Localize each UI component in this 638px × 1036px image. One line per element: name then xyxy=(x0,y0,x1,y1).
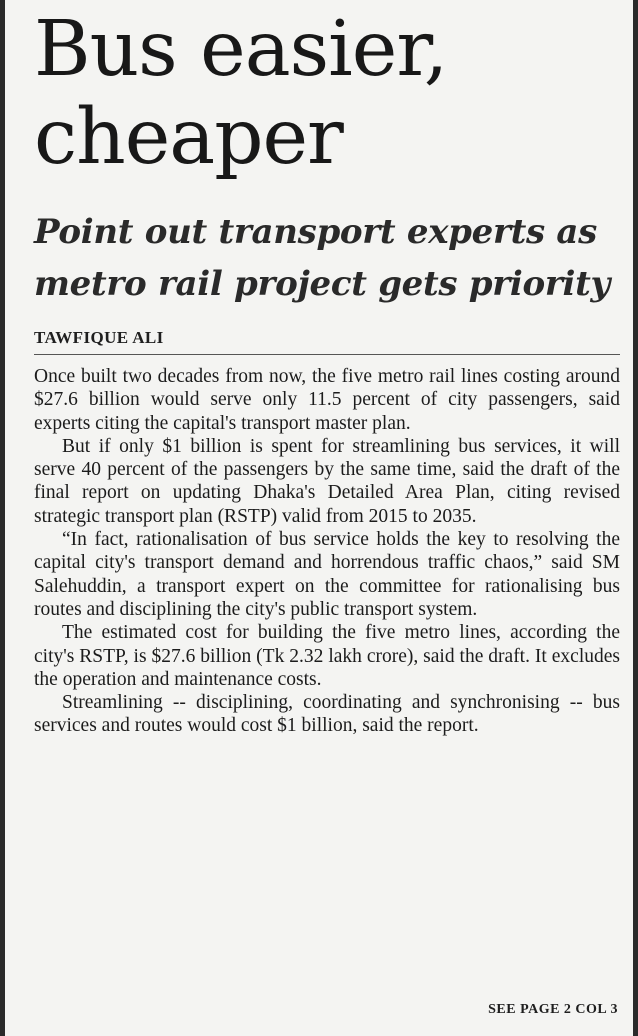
subheadline-line-2: metro rail project gets priority xyxy=(34,264,610,304)
subheadline-line-1: Point out transport experts as xyxy=(34,212,597,252)
subheadline xyxy=(34,206,622,310)
article-body xyxy=(34,365,620,738)
right-page-edge xyxy=(633,0,638,1036)
paragraph-5: Streamlining -- disciplining, coordinating and synchronising -- bus services and routes would cost $1 billion, said the report. xyxy=(34,692,620,737)
headline-line-1: Bus easier, xyxy=(34,5,448,94)
headline-line-2: cheaper xyxy=(34,93,343,182)
paragraph-3: “In fact, rationalisation of bus service holds the key to resolving the capital city's transport demand and horrendous traffic chaos,” said SM Salehuddin, a transport expert on the committee for rationalising bus routes and disciplining the city's public transport system. xyxy=(34,529,620,620)
paragraph-2: But if only $1 billion is spent for streamlining bus services, it will serve 40 percent of the passengers by the same time, said the draft of the final report on updating Dhaka's Detailed Area Plan, citing revised strategic transport plan (RSTP) valid from 2015 to 2035. xyxy=(34,435,620,527)
paragraph-4: The estimated cost for building the five metro lines, according the city's RSTP, is $27.6 billion (Tk 2.32 lakh crore), said the draft. It excludes the operation and maintenance costs. xyxy=(34,622,620,690)
paragraph-1: Once built two decades from now, the five metro rail lines costing around $27.6 billion would serve only 11.5 percent of city passengers, said experts citing the capital's transport master plan. xyxy=(34,366,620,434)
left-page-edge xyxy=(0,0,5,1036)
byline: TAWFIQUE ALI xyxy=(34,328,164,347)
continuation-note: SEE PAGE 2 COL 3 xyxy=(488,1002,618,1017)
byline-row xyxy=(34,328,620,355)
headline xyxy=(34,0,622,182)
